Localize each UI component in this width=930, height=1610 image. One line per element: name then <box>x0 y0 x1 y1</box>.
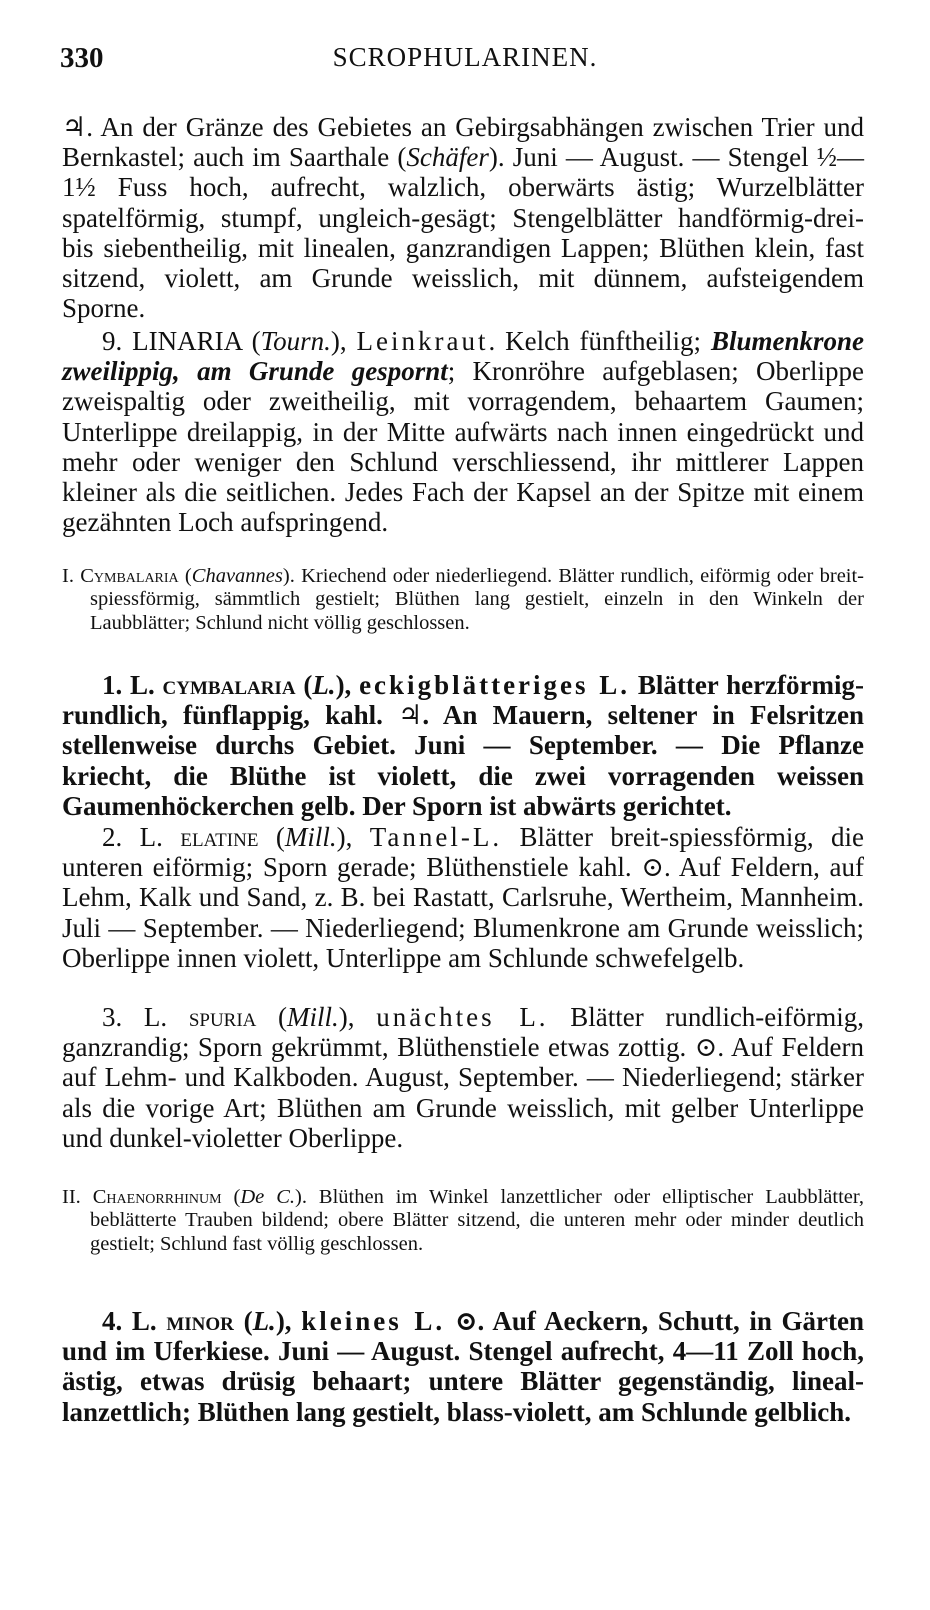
perennial-symbol: ♃ <box>62 112 87 142</box>
genus-number: 9. <box>102 326 123 356</box>
species-name: cymbalaria <box>162 670 296 700</box>
species-number: 2. L. <box>102 822 163 852</box>
species-author: L. <box>252 1306 276 1336</box>
species-cymbalaria: 1. L. cymbalaria (L.), eckigblätteriges L. Blätter herzförmig-rundlich, fünflappig, kahl. ♃. An Mauern, seltener in Felsritzen stellenweise durchs Gebiet. Juni — September. — Die Pflanze kriecht, die Blüthe ist violett, die zwei vorragenden weissen Gaumenhöckerchen gelb. Der Sporn ist abwärts gerichtet. <box>62 670 864 821</box>
annual-symbol: ⊙ <box>641 852 664 883</box>
section-number: I. <box>62 565 74 587</box>
species-elatine: 2. L. elatine (Mill.), Tannel-L. Blätter breit-spiessförmig, die unteren eiförmig; Sporn gerade; Blüthenstiele kahl. ⊙. Auf Feldern, auf Lehm, Kalk und Sand, z. B. bei Rastatt, Carlsruhe, Wertheim, Mannheim. Juli — September. — Niederliegend; Blumenkrone am Grunde weisslich; Oberlippe innen violett, Unterlippe am Schlunde schwefelgelb. <box>62 822 865 973</box>
species-spuria: 3. L. spuria (Mill.), unächtes L. Blätter rundlich-eiförmig, ganzrandig; Sporn gekrümmt, Blüthenstiele etwas zottig. ⊙. Auf Feldern auf Lehm- und Kalkboden. August, September. — Niederliegend; stärker als die vorige Art; Blüthen am Grunde weisslich, mit gelber Unterlippe und dunkel-violetter Oberlippe. <box>62 1002 865 1153</box>
species-name: spuria <box>188 1002 257 1032</box>
genus-author: Tourn. <box>260 326 331 356</box>
author-citation: Schäfer <box>406 142 489 173</box>
annual-symbol: ⊙ <box>694 1032 718 1063</box>
section-number: II. <box>62 1186 81 1208</box>
species-author: Mill. <box>284 822 337 852</box>
genus-name: LINARIA <box>132 326 242 356</box>
perennial-symbol: ♃ <box>398 700 423 731</box>
species-common-name: unächtes L. <box>376 1002 549 1032</box>
species-number: 1. L. <box>102 670 155 700</box>
page-number: 330 <box>60 42 104 74</box>
species-number: 3. L. <box>102 1002 168 1032</box>
genus-linaria-paragraph: 9. LINARIA (Tourn.), Leinkraut. Kelch fünftheilig; Blumenkrone zweilippig, am Grunde gespornt; Kronröhre aufgeblasen; Oberlippe zweispaltig oder zweitheilig, mit vorragendem, behaartem Gaumen; Unterlippe dreilappig, in der Mitte aufwärts nach innen eingedrückt und mehr oder weniger den Schlund verschliessend, ihr mittlerer Lappen kleiner als die seitlichen. Jedes Fach der Kapsel an der Spitze mit einem gezähnten Loch aufspringend. <box>62 326 864 538</box>
continued-paragraph: ♃. An der Gränze des Gebietes an Gebirgsabhängen zwischen Trier und Bernkastel; auch im Saarthale (Schäfer). Juni — August. — Stengel ½—1½ Fuss hoch, aufrecht, walzlich, oberwärts ästig; Wurzelblätter spatelförmig, stumpf, ungleich-gesägt; Stengelblätter handförmig-drei- bis siebentheilig, mit linealen, ganzrandigen Lappen; Blüthen klein, fast sitzend, violett, am Grunde weisslich, mit dünnem, aufsteigendem Sporne. <box>62 112 864 324</box>
section-author: Chavannes <box>191 565 283 587</box>
species-number: 4. L. <box>102 1306 157 1336</box>
section-cymbalaria: I. Cymbalaria (Chavannes). Kriechend oder niederliegend. Blätter rundlich, eiförmig oder breit-spiessförmig, sämmtlich gestielt; Blüthen lang gestielt, einzeln in den Winkeln der Laubblätter; Schlund nicht völlig geschlossen. <box>62 565 865 634</box>
species-minor: 4. L. minor (L.), kleines L. ⊙. Auf Aeckern, Schutt, in Gärten und im Uferkiese. Juni — August. Stengel aufrecht, 4—11 Zoll hoch, ästig, etwas drüsig behaart; untere Blätter gegenständig, lineal-lanzettlich; Blüthen lang gestielt, blass-violett, am Schlunde gelblich. <box>62 1306 865 1427</box>
species-common-name: kleines L. <box>301 1306 446 1336</box>
annual-symbol: ⊙ <box>454 1306 478 1336</box>
genus-common-name: Leinkraut <box>356 326 489 356</box>
running-title: SCROPHULARINEN. <box>332 42 598 72</box>
section-name: Cymbalaria <box>80 565 179 587</box>
species-author: L. <box>312 670 336 700</box>
genus-key-characters: Blumenkrone zweilippig, am Grunde gespornt <box>62 326 864 387</box>
species-name: elatine <box>180 822 259 852</box>
species-common-name: eckigblätteriges L. <box>359 670 631 700</box>
species-name: minor <box>166 1306 234 1336</box>
page-header <box>60 42 870 82</box>
species-common-name: Tannel-L. <box>369 822 503 852</box>
species-author: Mill. <box>287 1002 339 1032</box>
section-name: Chaenorrhinum <box>92 1186 222 1208</box>
section-author: De C. <box>240 1186 296 1208</box>
section-chaenorrhinum: II. Chaenorrhinum (De C.). Blüthen im Winkel lanzettlicher oder elliptischer Laubblätter, beblätterte Trauben bildend; obere Blätter sitzend, die unteren mehr oder minder deutlich gestielt; Schlund fast völlig geschlossen. <box>62 1186 865 1255</box>
